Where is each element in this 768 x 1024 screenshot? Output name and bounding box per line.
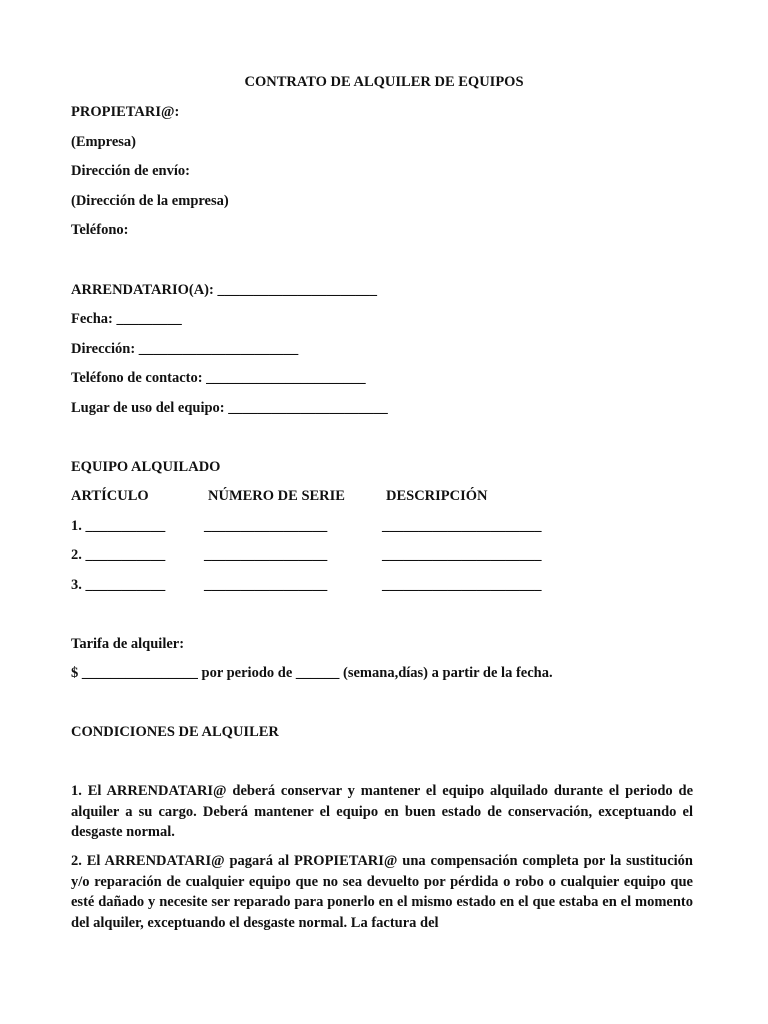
rental-rate-label: Tarifa de alquiler:	[71, 636, 185, 652]
equipment-row-3-serial: _________________	[204, 577, 328, 593]
condition-1: 1. El ARRENDATARI@ deberá conservar y mantener el equipo alquilado durante el periodo de alquiler a su cargo. Deberá mantener el equipo en buen estado de conservación, exceptuando el desgaste normal.	[71, 783, 693, 841]
equipment-row-3-description: ______________________	[382, 577, 542, 593]
equipment-row-1-article: 1. ___________	[71, 518, 166, 534]
tenant-date-field: Fecha: _________	[71, 311, 182, 327]
equipment-header-description: DESCRIPCIÓN	[386, 488, 488, 504]
condition-2: 2. El ARRENDATARI@ pagará al PROPIETARI@ una compensación completa por la sustitución y/o reparación de cualquier equipo que no sea devuelto por pérdida o robo o cualquier equipo que esté dañado y necesite ser reparado para ponerlo en el mismo estado en el que estaba en el momento del alquiler, exceptuando el desgaste normal. La factura del	[71, 853, 693, 931]
tenant-address-field: Dirección: ______________________	[71, 341, 299, 357]
equipment-header-article: ARTÍCULO	[71, 488, 149, 504]
owner-label: PROPIETARI@:	[71, 104, 180, 120]
equipment-row-3-article: 3. ___________	[71, 577, 166, 593]
owner-phone-label: Teléfono:	[71, 222, 129, 238]
equipment-row-1-serial: _________________	[204, 518, 328, 534]
equipment-row-2-article: 2. ___________	[71, 547, 166, 563]
equipment-usage-location-field: Lugar de uso del equipo: ______________________	[71, 400, 388, 416]
equipment-row-2-description: ______________________	[382, 547, 542, 563]
conditions-heading: CONDICIONES DE ALQUILER	[71, 724, 279, 740]
equipment-header-serial: NÚMERO DE SERIE	[208, 488, 345, 504]
owner-company: (Empresa)	[71, 134, 136, 150]
tenant-contact-phone-field: Teléfono de contacto: ______________________	[71, 370, 366, 386]
shipping-address-label: Dirección de envío:	[71, 163, 190, 179]
document-title: CONTRATO DE ALQUILER DE EQUIPOS	[244, 74, 524, 90]
equipment-row-2-serial: _________________	[204, 547, 328, 563]
tenant-name-field: ARRENDATARIO(A): ______________________	[71, 282, 377, 298]
rental-rate-line: $ ________________ por periodo de ______ (semana,días) a partir de la fecha.	[71, 665, 553, 681]
equipment-row-1-description: ______________________	[382, 518, 542, 534]
owner-company-address: (Dirección de la empresa)	[71, 193, 229, 209]
equipment-heading: EQUIPO ALQUILADO	[71, 459, 221, 475]
